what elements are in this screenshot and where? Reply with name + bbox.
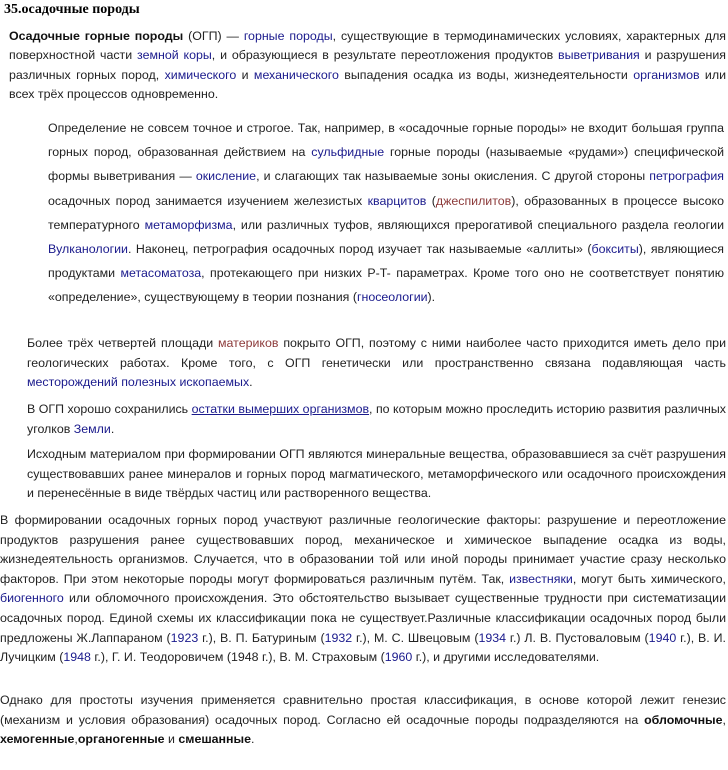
text: Однако для простоты изучения применяется сравнительно простая классификация, в основе которой лежит генезис (механизм и условия образования) осадочных пород. Согласно ей осадочные породы подразделяются на xyxy=(0,693,726,727)
link-vulkanologiya[interactable]: Вулканологии xyxy=(48,242,128,257)
link-sulfidnye[interactable]: сульфидные xyxy=(311,145,385,160)
text: (ОГП) — xyxy=(183,29,244,43)
text: или всех трёх процессов одновременно. xyxy=(9,67,726,101)
link-dzhespility[interactable]: джеспилитов xyxy=(435,193,512,208)
link-biogennogo[interactable]: биогенного xyxy=(0,591,64,606)
text: , существующие в термодинамических условиях, характерных для поверхностной части xyxy=(9,29,727,63)
link-mestorozhdeniya[interactable]: месторождений полезных ископаемых xyxy=(27,375,250,390)
text: и xyxy=(236,67,254,82)
link-year-1932[interactable]: 1932 xyxy=(324,630,353,645)
link-year-1923[interactable]: 1923 xyxy=(170,630,199,645)
text: , или различных туфов, являющихся прерогативой специального раздела геологии xyxy=(232,217,724,232)
link-materiki[interactable]: материков xyxy=(218,336,279,350)
text: , протекающего при низких P-T- параметрах. Кроме того оно не соответствует понятию «определение», существующему в теории познания ( xyxy=(48,266,724,305)
paragraph-intro xyxy=(9,27,726,104)
text: . xyxy=(249,375,253,390)
text: . xyxy=(110,421,115,436)
text: , xyxy=(722,712,726,727)
text: г.), М. С. Швецовым ( xyxy=(352,630,479,645)
link-zemli[interactable]: Земли xyxy=(73,421,111,436)
text: В ОГП хорошо сохранились xyxy=(27,402,192,416)
term-organogennye: органогенные xyxy=(77,732,165,747)
text: г.), В. И. Лучицким ( xyxy=(0,630,726,665)
text: и xyxy=(164,732,179,747)
text: ), образованных в процессе высоко температурного xyxy=(48,193,724,232)
text: Более трёх четвертей площади xyxy=(27,336,219,350)
link-gnoseologiya[interactable]: гносеологии xyxy=(356,290,428,305)
text: г.), В. П. Батуриным ( xyxy=(198,630,325,645)
text: осадочных пород занимается изучением железистых xyxy=(48,193,368,208)
term-hemogennye: хемогенные xyxy=(0,732,75,747)
text: или обломочного происхождения. Это обстоятельство вызывает существенные трудности при систематизации осадочных пород. Единой схемы их классификации пока не существует.Различные классификации осадочных пород были предложены Ж.Лаппараном ( xyxy=(0,591,726,645)
paragraph-area xyxy=(27,334,726,393)
link-metamorfizm[interactable]: метаморфизма xyxy=(144,217,233,232)
paragraph-definition-note xyxy=(48,116,724,310)
text: , могут быть химического, xyxy=(572,571,726,586)
link-year-1934[interactable]: 1934 xyxy=(478,630,507,645)
term-oblomochnye: обломочные xyxy=(644,712,723,727)
text: , и образующиеся в результате переотложения продуктов xyxy=(211,48,559,63)
paragraph-fossils xyxy=(27,400,726,439)
link-petrografiya[interactable]: петрография xyxy=(649,169,725,184)
text: , и слагающих так называемые зоны окисления. С другой стороны xyxy=(256,169,650,184)
link-boksity[interactable]: бокситы xyxy=(591,242,639,257)
page-title: 35.осадочные породы xyxy=(4,2,140,17)
text: . Наконец, петрография осадочных пород изучает так называемые «аллиты» ( xyxy=(127,242,592,257)
link-okislenie[interactable]: окисление xyxy=(195,169,257,184)
link-mehanicheskogo[interactable]: механического xyxy=(253,67,339,82)
text: покрыто ОГП, поэтому с ними наиболее часто приходится иметь дело при геологических работах. Кроме того, с ОГП генетически или пространственно связана подавляющая часть xyxy=(27,336,726,370)
link-vyvetrivanie[interactable]: выветривания xyxy=(558,48,640,63)
paragraph-classification xyxy=(0,691,726,750)
link-ostatki-organizmov[interactable]: остатки вымерших организмов xyxy=(191,402,370,416)
link-gornye-porody[interactable]: горные породы xyxy=(243,29,333,43)
text: ), являющиеся продуктами xyxy=(48,242,724,281)
text: В формировании осадочных горных пород участвуют различные геологические факторы: разрушение и переотложение продуктов разрушения ранее существовавших пород, механическое и химическое выпадение осадка из воды, жизнедеятельность организмов. Случается, что в образовании той или иной породы принимает участие сразу несколько факторов. При этом некоторые породы могут формироваться различным путём. Так, xyxy=(0,513,726,586)
text: ( xyxy=(426,193,436,208)
term-bold: Осадочные горные породы xyxy=(9,29,184,43)
text: ). xyxy=(427,290,436,305)
link-himicheskogo[interactable]: химического xyxy=(164,67,237,82)
link-kvartsity[interactable]: кварцитов xyxy=(367,193,427,208)
link-metasomatoz[interactable]: метасоматоза xyxy=(120,266,202,281)
term-smeshannye: смешанные xyxy=(178,732,251,747)
text: выпадения осадка из воды, жизнедеятельности xyxy=(338,67,634,82)
link-zemnaya-kora[interactable]: земной коры xyxy=(137,48,212,63)
text: Исходным материалом при формировании ОГП являются минеральные вещества, образовавшиеся за счёт разрушения существовавших ранее минералов и горных пород магматического, метаморфического или осадочного происхождения и перенесённые в виде твёрдых частиц или растворенного вещества. xyxy=(27,447,726,501)
link-izvestnyaki[interactable]: известняки xyxy=(509,571,573,586)
text: Определение не совсем точное и строгое. Так, например, в «осадочные горные породы» не входит большая группа горных пород, образованная действием на xyxy=(48,121,724,160)
link-year-1940[interactable]: 1940 xyxy=(648,630,677,645)
paragraph-formation xyxy=(0,511,726,668)
link-year-1948[interactable]: 1948 xyxy=(63,650,91,665)
text: , по которым можно проследить историю развития различных уголков xyxy=(27,402,726,436)
link-organizmov[interactable]: организмов xyxy=(633,67,700,82)
text: , xyxy=(74,732,78,747)
paragraph-source-material xyxy=(27,445,726,504)
link-year-1960[interactable]: 1960 xyxy=(384,650,413,665)
text: г.), Г. И. Теодоровичем (1948 г.), В. М. Страховым ( xyxy=(90,650,385,665)
text: г.) Л. В. Пустоваловым ( xyxy=(506,630,649,645)
text: . xyxy=(251,732,255,747)
text: горные породы (называемые «рудами») специфической формы выветривания — xyxy=(48,145,724,184)
text: и разрушения различных горных пород, xyxy=(9,48,727,82)
text: г.), и другими исследователями. xyxy=(412,650,600,665)
